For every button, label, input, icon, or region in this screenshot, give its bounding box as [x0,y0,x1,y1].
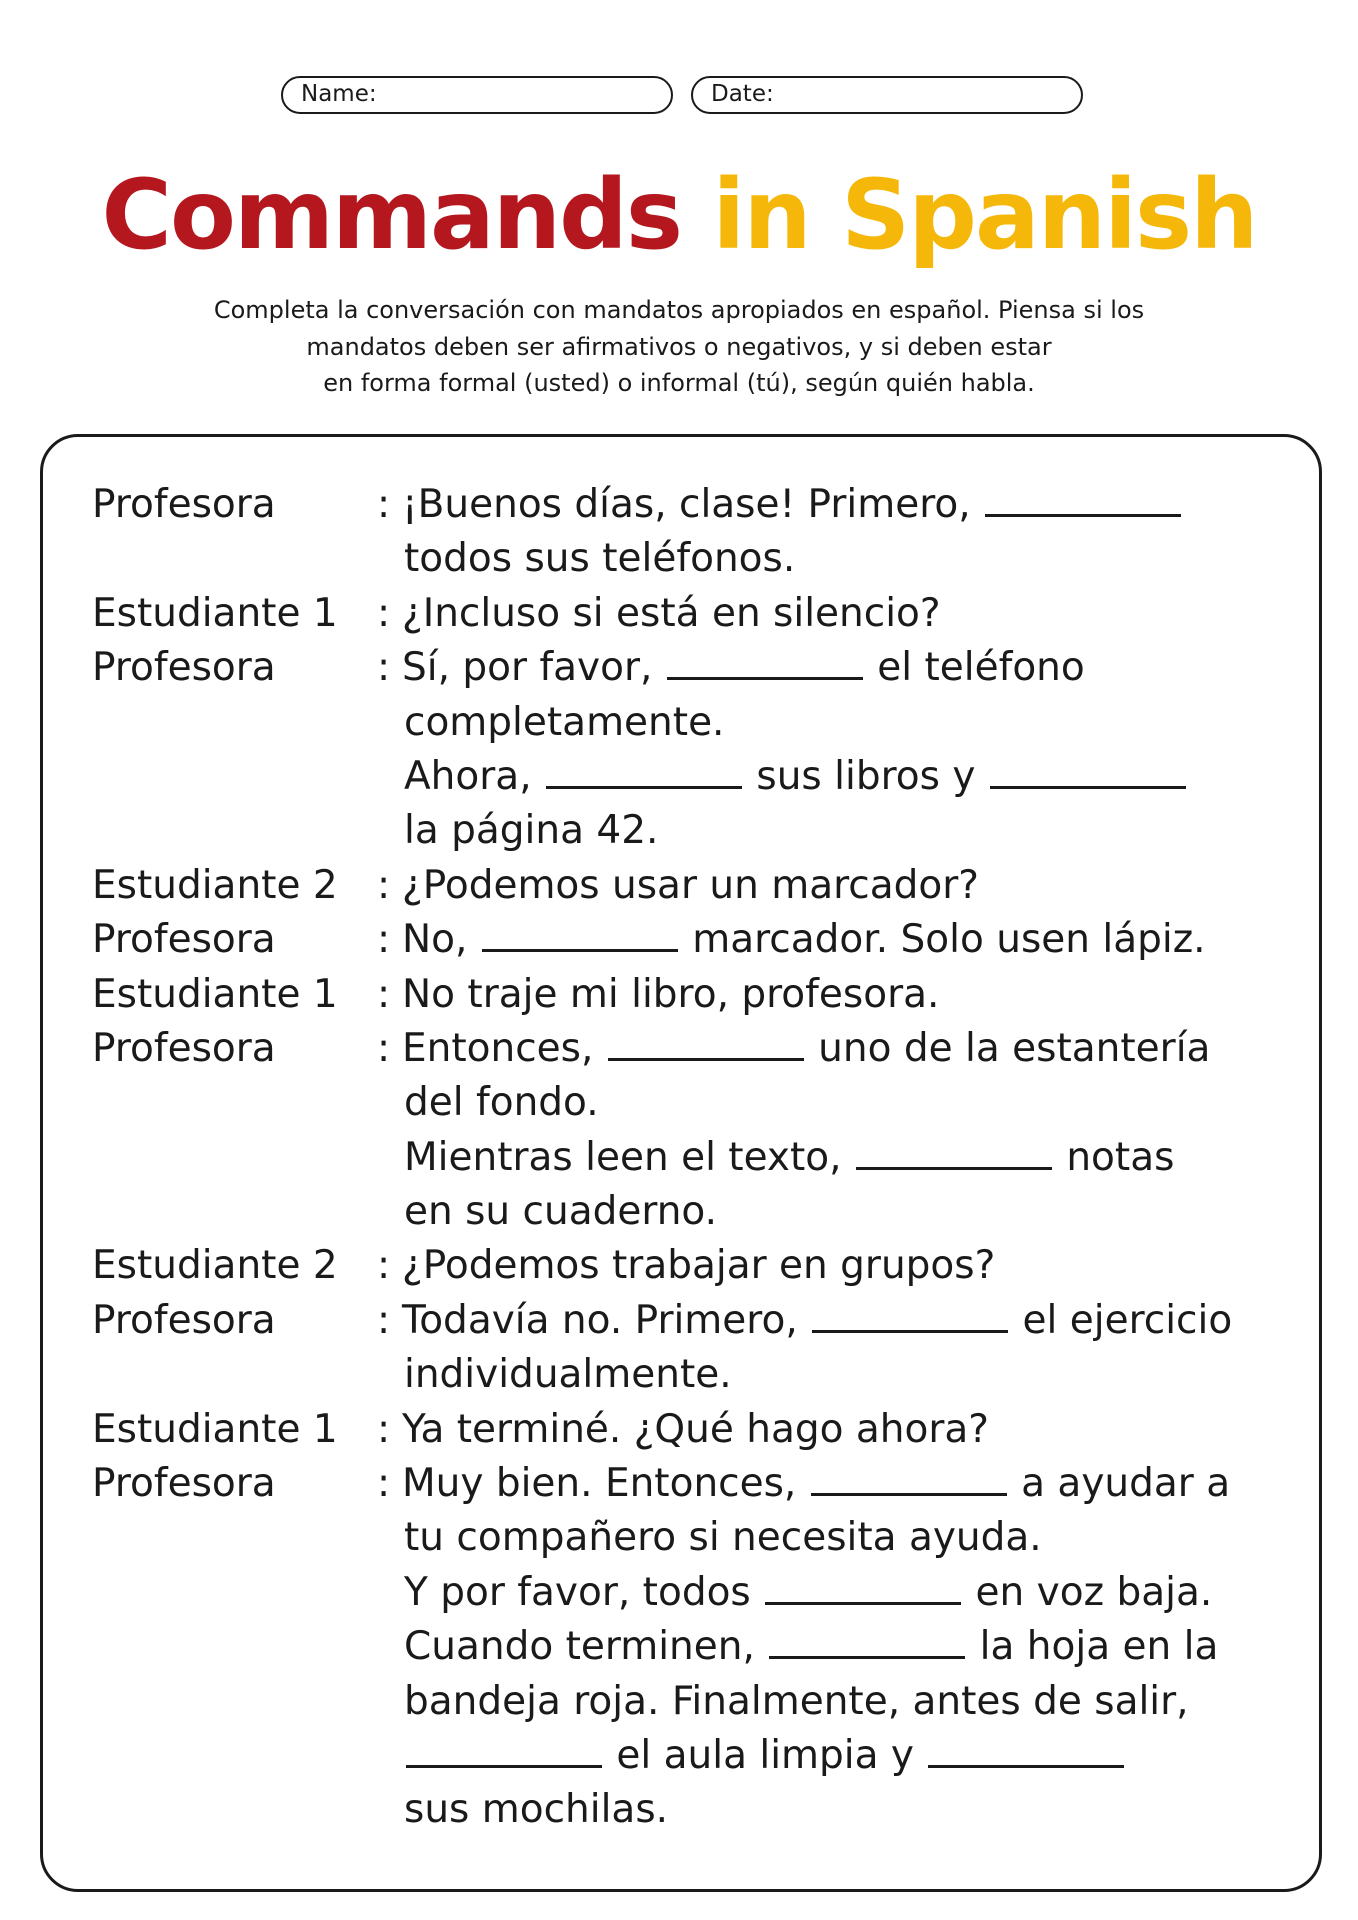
dialogue-text [404,532,795,586]
speaker-label: Profesora [92,1461,276,1507]
speaker-label: Profesora [92,482,276,527]
answer-blank[interactable] [812,1300,1008,1333]
answer-blank[interactable] [667,647,863,680]
dialogue-text [404,1185,717,1239]
dialogue-row [92,1131,1322,1185]
dialogue-text [404,804,658,858]
dialogue-segment: Y por favor, todos [404,1569,764,1615]
answer-blank[interactable] [990,756,1186,789]
dialogue-segment: No traje mi libro, profesora. [402,971,940,1017]
name-label: Name: [301,81,377,107]
dialogue-segment: a ayudar a [1008,1461,1231,1507]
dialogue-row [92,1511,1322,1565]
dialogue-text [402,913,1206,967]
dialogue-segment: Todavía no. Primero, [402,1297,811,1343]
dialogue-row [92,1457,1322,1511]
dialogue-segment: Cuando terminen, [404,1624,768,1670]
dialogue-text [404,1076,599,1130]
dialogue-segment: marcador. Solo usen lápiz. [679,917,1206,963]
page-title [0,160,1358,270]
dialogue-segment: en voz baja. [963,1569,1213,1615]
dialogue-segment: la página 42. [404,808,659,854]
dialogue-segment: uno de la estantería [805,1025,1211,1071]
dialogue-row [92,532,1322,586]
answer-blank[interactable] [406,1735,602,1768]
speaker-label: Profesora [92,917,276,963]
dialogue-row [92,1239,1322,1293]
dialogue-row [92,750,1322,804]
speaker-colon: : [377,1461,391,1507]
dialogue-segment: Ya terminé. ¿Qué hago ahora? [402,1406,989,1452]
answer-blank[interactable] [765,1572,961,1605]
dialogue-row [92,913,1322,967]
dialogue-text [404,1348,732,1402]
dialogue-row [92,1566,1322,1620]
answer-blank[interactable] [482,919,678,952]
dialogue-segment: Entonces, [402,1025,606,1071]
dialogue-segment: el teléfono [864,645,1085,691]
dialogue-segment: el aula limpia y [604,1732,927,1778]
answer-blank[interactable] [811,1463,1007,1496]
dialogue-segment: sus libros y [744,753,988,799]
dialogue-segment: sus mochilas. [404,1787,669,1833]
speaker-colon: : [377,917,391,963]
dialogue-row [92,478,1322,532]
dialogue-segment: la hoja en la [967,1624,1219,1670]
dialogue-text [404,1675,1189,1729]
dialogue-segment: todos sus teléfonos. [404,536,796,582]
dialogue-text [402,1239,995,1293]
instructions [129,292,1229,402]
speaker-label: Estudiante 1 [92,971,338,1017]
speaker-colon: : [377,590,391,636]
dialogue [92,478,1322,1838]
dialogue-segment: en su cuaderno. [404,1189,717,1235]
dialogue-text [404,1131,1174,1185]
dialogue-row [92,1403,1322,1457]
dialogue-row [92,1729,1322,1783]
dialogue-segment: bandeja roja. Finalmente, antes de salir, [404,1678,1189,1724]
dialogue-text [404,1566,1212,1620]
dialogue-row [92,1783,1322,1837]
dialogue-text [404,1620,1218,1674]
speaker-label: Estudiante 1 [92,590,338,636]
instructions-line: en forma formal (usted) o informal (tú), según quién habla. [323,369,1035,397]
answer-blank[interactable] [769,1626,965,1659]
speaker-label: Profesora [92,1297,276,1343]
dialogue-text [404,1783,668,1837]
instructions-line: Completa la conversación con mandatos apropiados en español. Piensa si los [213,296,1145,324]
dialogue-row [92,1675,1322,1729]
dialogue-text [402,1022,1210,1076]
speaker-colon: : [377,1297,391,1343]
answer-blank[interactable] [608,1028,804,1061]
title-part-in-spanish: in Spanish [712,159,1257,271]
dialogue-segment: ¡Buenos días, clase! Primero, [402,482,984,527]
dialogue-segment: ¿Podemos trabajar en grupos? [402,1243,996,1289]
dialogue-row [92,859,1322,913]
dialogue-text [402,859,979,913]
dialogue-segment: individualmente. [404,1352,732,1398]
dialogue-row [92,968,1322,1022]
dialogue-text [402,641,1085,695]
dialogue-row [92,1185,1322,1239]
dialogue-row [92,1022,1322,1076]
name-field[interactable] [281,76,673,114]
answer-blank[interactable] [928,1735,1124,1768]
title-part-commands: Commands [101,159,681,271]
dialogue-row [92,1620,1322,1674]
dialogue-text [402,1457,1230,1511]
dialogue-text [404,750,1188,804]
date-field[interactable] [691,76,1083,114]
speaker-colon: : [377,645,391,691]
speaker-colon: : [377,1406,391,1452]
answer-blank[interactable] [546,756,742,789]
dialogue-row [92,587,1322,641]
speaker-colon: : [377,482,391,527]
dialogue-row [92,696,1322,750]
date-label: Date: [711,81,774,107]
dialogue-segment: Muy bien. Entonces, [402,1461,809,1507]
dialogue-row [92,804,1322,858]
answer-blank[interactable] [856,1137,1052,1170]
dialogue-text [402,1403,989,1457]
dialogue-segment: el ejercicio [1010,1297,1233,1343]
speaker-label: Estudiante 2 [92,1243,338,1289]
dialogue-segment: notas [1053,1134,1175,1180]
speaker-label: Profesora [92,645,276,691]
speaker-label: Estudiante 2 [92,862,338,908]
dialogue-row [92,1348,1322,1402]
dialogue-segment: Sí, por favor, [402,645,665,691]
speaker-label: Estudiante 1 [92,1406,338,1452]
dialogue-text [404,1729,1126,1783]
speaker-colon: : [377,1025,391,1071]
dialogue-row [92,641,1322,695]
dialogue-segment: Ahora, [404,753,544,799]
dialogue-segment: del fondo. [404,1080,599,1126]
dialogue-text [404,1511,1042,1565]
speaker-colon: : [377,1243,391,1289]
dialogue-text [402,1294,1232,1348]
dialogue-segment: No, [402,917,480,963]
dialogue-text [404,696,724,750]
dialogue-segment: tu compañero si necesita ayuda. [404,1515,1042,1561]
dialogue-text [402,587,941,641]
dialogue-row [92,1076,1322,1130]
dialogue-row [92,1294,1322,1348]
dialogue-segment: completamente. [404,699,725,745]
answer-blank[interactable] [985,484,1181,517]
dialogue-text [402,968,939,1022]
dialogue-segment: Mientras leen el texto, [404,1134,854,1180]
speaker-label: Profesora [92,1025,276,1071]
dialogue-segment: ¿Podemos usar un marcador? [402,862,979,908]
speaker-colon: : [377,862,391,908]
dialogue-segment: ¿Incluso si está en silencio? [402,590,941,636]
instructions-line: mandatos deben ser afirmativos o negativos, y si deben estar [306,332,1052,361]
dialogue-text [402,478,1183,532]
speaker-colon: : [377,971,391,1017]
